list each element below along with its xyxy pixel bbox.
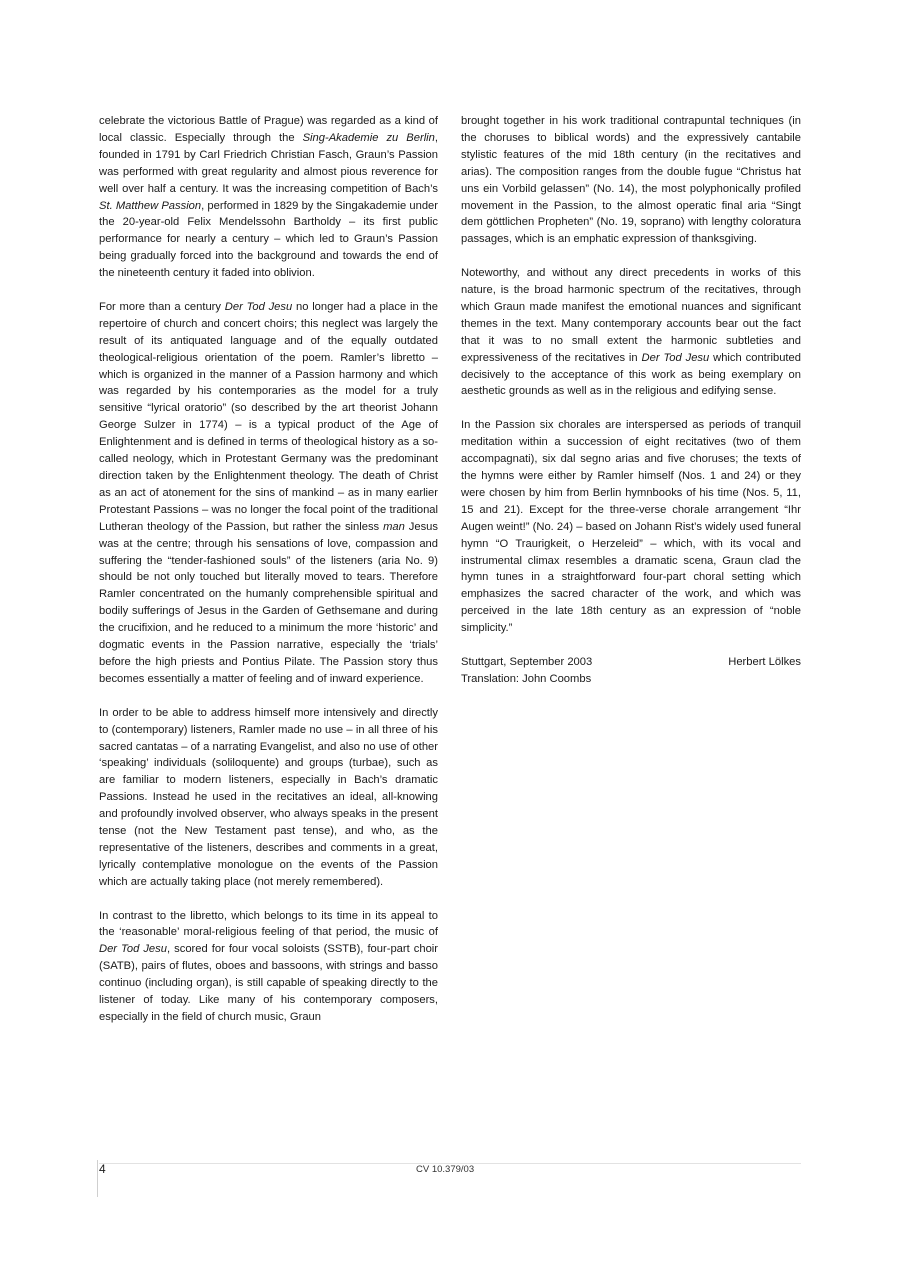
text-run: For more than a century xyxy=(99,300,225,313)
text-run: Jesus was at the centre; through his sensations of love, compassion and suffering the “tender-fashioned souls” of the listeners (aria No. 9) should be not only touched but literally moved to tears. Therefore Ramler concentrated on the humanly comprehensible spiritual and bodily sufferings of Jesus in the Garden of Gethsemane and during the crucifixion, and he reduced to a minimum the more ‘historic’ and dogmatic events in the Passion narrative, especially the ‘trials’ before the high priests and Pontius Pilate. The Passion story thus becomes essentially a matter of feeling and of inward experience. xyxy=(99,520,438,685)
italic-title: Sing-Akademie zu Berlin xyxy=(302,131,435,144)
left-column xyxy=(99,113,438,1043)
italic-title: Der Tod Jesu xyxy=(641,351,710,364)
text-run: , scored for four vocal soloists (SSTB), four-part choir (SATB), pairs of flutes, oboes and bassoons, with strings and basso continuo (including organ), is still capable of speaking directly to the listener of today. Like many of his contemporary composers, especially in the field of church music, Graun xyxy=(99,943,439,1023)
text-run: brought together in his work traditional contrapuntal techniques (in the choruses to biblical words) and the expressively cantabile stylistic features of the mid 18th century (in the recitatives and arias). The composition ranges from the double fugue “Christus hat uns ein Vorbild gelassen” (No. 14), the most polyphonically profiled movement in the Passion, to the almost operatic final aria “Singt dem göttlichen Propheten” (No. 19, soprano) with lengthy coloratura passages, which is an emphatic expression of thanksgiving. xyxy=(461,115,801,246)
paragraph xyxy=(99,908,438,1026)
catalog-number: CV 10.379/03 xyxy=(416,1164,475,1175)
text-run: no longer had a place in the repertoire of church and concert choirs; this neglect was largely the result of its antiquated language and of the equally outdated theological-religious orientation of the poem. Ramler’s libretto – which is organized in the manner of a Passion harmony and which was regarded by his contemporaries as the model for a truly sensitive “lyrical oratorio” (so described by the art theorist Johann George Sulzer in 1774) – is a typical product of the Age of Enlightenment and is defined in terms of theological history as a so-called neology, which in Protestant Germany was the predominant direction taken by the Enlightenment theology. The death of Christ as an act of atonement for the sins of mankind – as in many earlier Protestant Passions – was no longer the focal point of the traditional Lutheran theology of the Passion, but rather the sinless xyxy=(99,300,438,533)
italic-word: man xyxy=(383,520,405,533)
text-run: celebrate the victorious Battle of Prague) was regarded as a kind of local classic. Especially through the xyxy=(99,115,438,144)
paragraph xyxy=(461,265,801,400)
text-run: Noteworthy, and without any direct precedents in works of this nature, is the broad harmonic spectrum of the recitatives, through which Graun made manifest the emotional nuances and significant themes in the text. Many contemporary accounts bear out the fact that it was to no small extent the harmonic subtleties and expressiveness of the recitatives in xyxy=(461,267,801,364)
paragraph xyxy=(99,113,438,282)
right-column xyxy=(461,113,801,688)
place-date: Stuttgart, September 2003 xyxy=(461,655,593,668)
author-name: Herbert Lölkes xyxy=(728,655,801,668)
text-run: In the Passion six chorales are interspersed as periods of tranquil meditation within a succession of eight recitatives (two of them accompagnati), six dal segno arias and five choruses; the texts of the hymns were either by Ramler himself (Nos. 1 and 24) or they were chosen by him from Berlin hymnbooks of his time (Nos. 5, 11, 15 and 21). Except for the three-verse chorale arrangement “Ihr Augen weint!” (No. 24) – based on Johann Rist’s widely used funeral hymn “O Traurigkeit, o Herzeleid” – which, with its vocal and instrumental climax resembles a dramatic scena, Graun clad the hymn tunes in a straightforward four-part choral setting which emphasizes the sacred character of the work, and which was perceived in the late 18th century as an expression of “noble simplicity.” xyxy=(461,419,801,635)
translator-credit: Translation: John Coombs xyxy=(461,672,592,685)
text-run: which contributed decisively to the acceptance of this work as being exemplary on aesthetic grounds as well as in the religious and edifying sense. xyxy=(461,351,801,398)
text-run: In order to be able to address himself more intensively and directly to (contemporary) listeners, Ramler made no use – in all three of his sacred cantatas – of a narrating Evangelist, and also no use of other ‘speaking’ individuals (soliloquente) and groups (turbae), such as are familiar to modern listeners, especially in Bach’s dramatic Passions. Instead he used in the recitatives an ideal, all-knowing and profoundly involved observer, who always speaks in the present tense (not the New Testament past tense), and who, as the representative of the listeners, describes and comments in a great, lyrically contemplative monologue on the events of the Passion which are actually taking place (not merely remembered). xyxy=(99,706,438,888)
page-number: 4 xyxy=(99,1162,106,1176)
text-run: , performed in 1829 by the Singakademie under the 20-year-old Felix Mendelssohn Bartholdy – its first public performance for nearly a century – which led to Graun’s Passion being gradually forced into the background and towards the end of the nineteenth century it faded into oblivion. xyxy=(99,199,438,280)
margin-rule xyxy=(97,1160,98,1197)
text-run: , founded in 1791 by Carl Friedrich Christian Fasch, Graun’s Passion was performed with great regularity and almost pious reverence for well over half a century. It was the increasing competition of Bach’s xyxy=(99,131,439,195)
signature-line xyxy=(461,654,801,671)
text-run: In contrast to the libretto, which belongs to its time in its appeal to the ‘reasonable’ moral-religious feeling of that period, the music of xyxy=(99,909,438,939)
paragraph xyxy=(461,113,801,248)
paragraph xyxy=(99,299,438,688)
paragraph xyxy=(99,705,438,891)
italic-title: Der Tod Jesu xyxy=(99,943,167,956)
paragraph xyxy=(461,417,801,637)
italic-title: Der Tod Jesu xyxy=(224,300,293,313)
italic-title: St. Matthew Passion xyxy=(99,199,202,212)
signature-block xyxy=(461,654,801,688)
